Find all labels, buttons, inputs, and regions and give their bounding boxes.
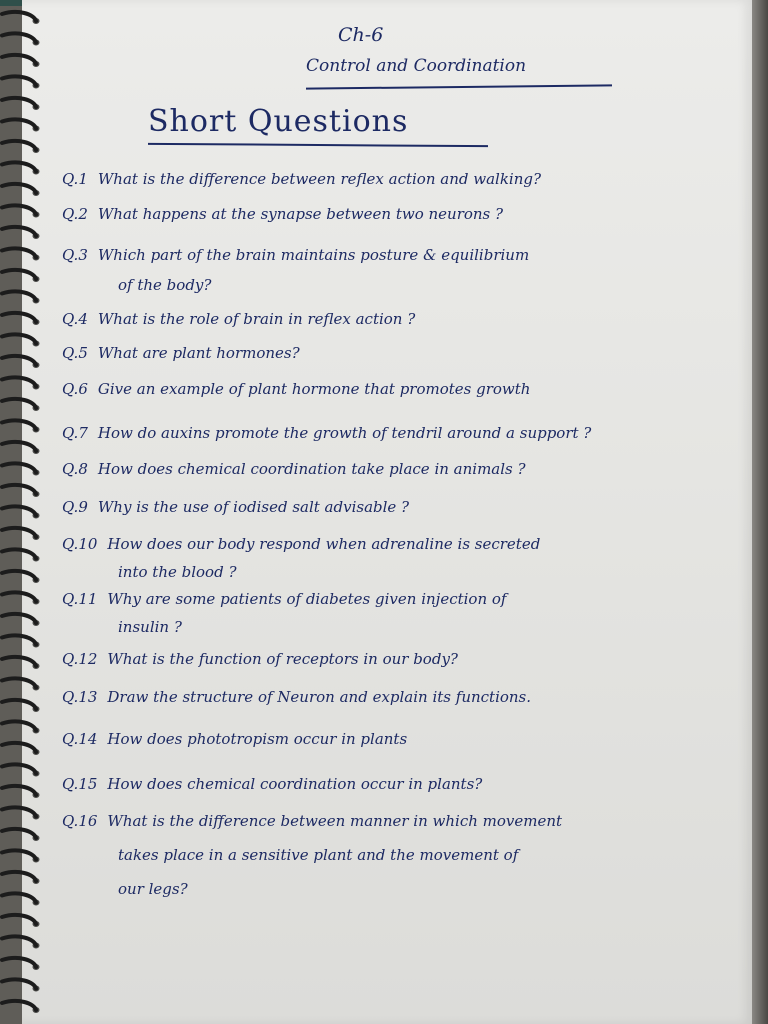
spiral-coil	[2, 635, 36, 644]
question-text: Draw the structure of Neuron and explain its functions.	[107, 688, 532, 706]
spiral-coil	[2, 549, 36, 558]
question-number: Q.7	[62, 424, 88, 442]
spiral-coil	[2, 98, 36, 107]
spiral-coil	[2, 399, 36, 408]
question-text: How does our body respond when adrenaline is secreted	[107, 535, 541, 553]
spiral-coil	[2, 893, 36, 902]
question-number: Q.8	[62, 460, 88, 478]
question-number: Q.11	[62, 590, 98, 608]
spiral-coil	[2, 227, 36, 236]
question-text: How does chemical coordination occur in plants?	[107, 775, 483, 793]
spiral-coil	[2, 248, 36, 257]
question-text: into the blood ?	[118, 563, 237, 581]
page-edge	[752, 0, 768, 1024]
question-text: What is the role of brain in reflex action ?	[97, 310, 416, 328]
spiral-coil	[2, 420, 36, 429]
spiral-coil	[2, 485, 36, 494]
spiral-coil	[2, 743, 36, 752]
question-item	[62, 590, 506, 608]
spiral-coil	[2, 1001, 36, 1010]
question-number: Q.4	[62, 310, 88, 328]
spiral-coil	[2, 55, 36, 64]
question-text: How does chemical coordination take place in animals ?	[97, 460, 526, 478]
question-number: Q.14	[62, 730, 98, 748]
question-number: Q.6	[62, 380, 88, 398]
spiral-coil	[2, 592, 36, 601]
spiral-coil	[2, 442, 36, 451]
question-item	[62, 380, 530, 398]
page-heading: Short Questions	[148, 104, 409, 139]
question-text: of the body?	[118, 276, 212, 294]
spiral-coil	[2, 764, 36, 773]
spiral-coil	[2, 915, 36, 924]
spiral-coil	[2, 356, 36, 365]
question-text: Why are some patients of diabetes given injection of	[107, 590, 507, 608]
question-number: Q.3	[62, 246, 88, 264]
question-number: Q.16	[62, 812, 98, 830]
question-continuation	[118, 880, 188, 898]
question-text: How does phototropism occur in plants	[107, 730, 408, 748]
question-text: Why is the use of iodised salt advisable ?	[97, 498, 410, 516]
question-item	[62, 535, 540, 553]
question-item	[62, 498, 409, 516]
spiral-coil	[2, 850, 36, 859]
question-item	[62, 310, 415, 328]
spiral-binding	[0, 0, 60, 1024]
question-number: Q.15	[62, 775, 98, 793]
question-item	[62, 650, 458, 668]
spiral-coil	[2, 872, 36, 881]
question-number: Q.9	[62, 498, 88, 516]
spiral-coil	[2, 33, 36, 42]
spiral-coil	[2, 678, 36, 687]
spiral-coil	[2, 807, 36, 816]
question-text: Give an example of plant hormone that promotes growth	[97, 380, 531, 398]
spiral-coil	[2, 76, 36, 85]
question-text: What happens at the synapse between two neurons ?	[97, 205, 504, 223]
question-continuation	[118, 618, 182, 636]
question-text: What is the difference between reflex action and walking?	[97, 170, 542, 188]
spiral-coil	[2, 162, 36, 171]
spiral-coil	[2, 334, 36, 343]
question-text: Which part of the brain maintains posture & equilibrium	[97, 246, 530, 264]
spiral-coil	[2, 700, 36, 709]
question-continuation	[118, 846, 518, 864]
question-text: insulin ?	[118, 618, 182, 636]
spiral-coil	[2, 571, 36, 580]
question-number: Q.12	[62, 650, 98, 668]
question-item	[62, 170, 541, 188]
question-item	[62, 460, 526, 478]
question-text: our legs?	[118, 880, 188, 898]
spiral-coil	[2, 377, 36, 386]
spiral-coil	[2, 291, 36, 300]
spiral-coil	[2, 12, 36, 21]
question-number: Q.1	[62, 170, 88, 188]
spiral-coil	[2, 786, 36, 795]
question-item	[62, 688, 531, 706]
spiral-coil	[2, 313, 36, 322]
question-number: Q.2	[62, 205, 88, 223]
question-text: How do auxins promote the growth of tendril around a support ?	[97, 424, 592, 442]
spiral-coil	[2, 721, 36, 730]
spiral-coil	[2, 119, 36, 128]
spiral-coil	[2, 936, 36, 945]
spiral-coil	[2, 506, 36, 515]
question-number: Q.5	[62, 344, 88, 362]
question-text: What are plant hormones?	[97, 344, 300, 362]
spiral-coil	[2, 979, 36, 988]
spiral-coil	[2, 463, 36, 472]
spiral-coil	[2, 205, 36, 214]
chapter-title: Control and Coordination	[306, 56, 527, 76]
question-item	[62, 246, 529, 264]
chapter-number: Ch-6	[338, 24, 384, 46]
question-item	[62, 775, 482, 793]
spiral-coil	[2, 141, 36, 150]
question-text: What is the function of receptors in our body?	[107, 650, 458, 668]
spiral-coil	[2, 657, 36, 666]
question-text: takes place in a sensitive plant and the movement of	[118, 846, 519, 864]
question-item	[62, 730, 407, 748]
question-item	[62, 205, 503, 223]
question-continuation	[118, 563, 237, 581]
spiral-coil	[2, 614, 36, 623]
question-item	[62, 812, 562, 830]
spiral-coil	[2, 528, 36, 537]
question-number: Q.13	[62, 688, 98, 706]
question-item	[62, 424, 591, 442]
question-continuation	[118, 276, 211, 294]
spiral-coil	[2, 829, 36, 838]
spiral-coil	[2, 270, 36, 279]
question-text: What is the difference between manner in which movement	[107, 812, 563, 830]
spiral-coil	[2, 958, 36, 967]
question-item	[62, 344, 300, 362]
spiral-coil	[2, 184, 36, 193]
question-number: Q.10	[62, 535, 98, 553]
